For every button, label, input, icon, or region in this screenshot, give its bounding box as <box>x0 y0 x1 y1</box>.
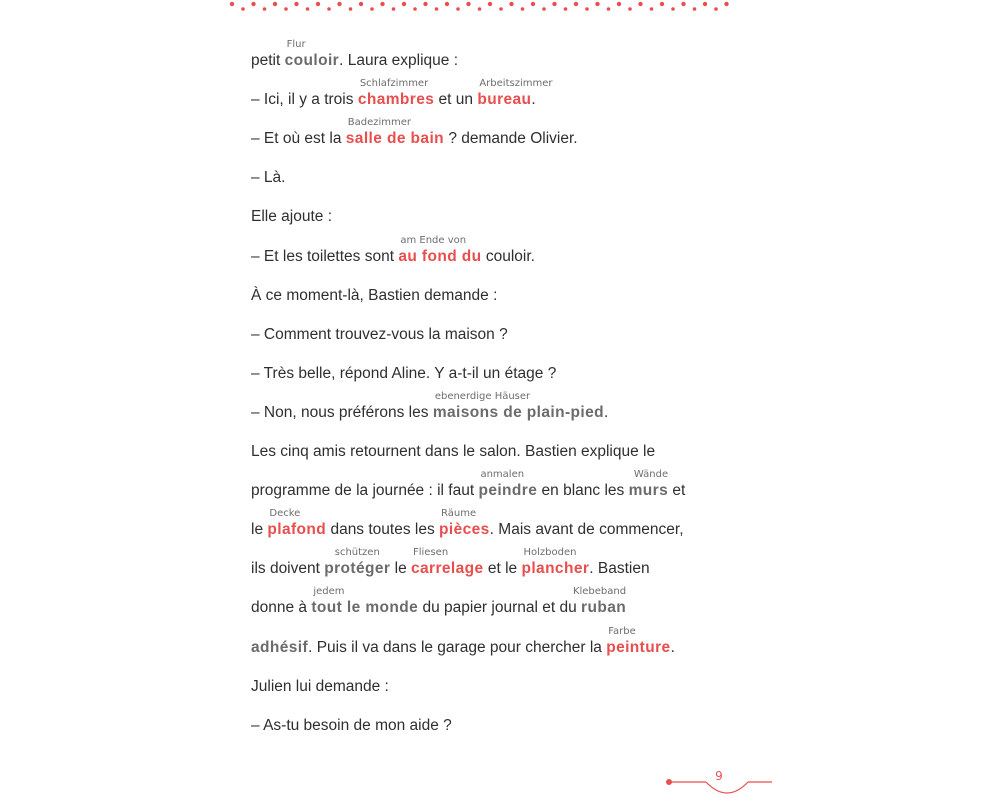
decorative-dot <box>370 7 374 11</box>
text-line <box>251 431 731 470</box>
text-line-content <box>251 326 508 344</box>
decorative-dot <box>499 7 503 11</box>
text-line-content <box>251 365 556 383</box>
decorative-dot <box>380 2 384 6</box>
vocab-word: pièces <box>439 521 490 539</box>
text-line <box>251 40 731 79</box>
decorative-dot <box>306 7 310 11</box>
vocab-word: protéger <box>324 560 391 578</box>
decorative-dot <box>521 7 525 11</box>
vocab-term <box>521 547 590 578</box>
german-gloss: jedem <box>313 586 345 598</box>
vocab-term <box>267 508 327 539</box>
text-run: en blanc les <box>537 482 629 500</box>
text-run: Julien lui demande : <box>251 677 389 695</box>
story-text <box>251 40 731 744</box>
text-line <box>251 235 731 274</box>
text-run: – Là. <box>251 169 286 187</box>
text-run: – Très belle, répond Aline. Y a-t-il un étage ? <box>251 364 557 382</box>
text-run: . <box>604 403 609 421</box>
decorative-dot <box>284 7 288 11</box>
decorative-dot <box>650 7 654 11</box>
text-run: . Mais avant de commencer, <box>489 521 684 539</box>
text-line-content <box>251 234 535 266</box>
text-line <box>251 392 731 431</box>
text-run: – Ici, il y a trois <box>251 91 358 109</box>
vocab-term <box>477 78 553 109</box>
text-run: . Bastien <box>589 560 650 578</box>
text-run: – Et les toilettes sont <box>251 247 399 265</box>
text-run: Les cinq amis retournent dans le salon. Bastien explique le <box>251 443 656 461</box>
vocab-word: tout le monde <box>311 599 419 617</box>
text-run: . <box>531 91 536 109</box>
vocab-term <box>432 390 604 422</box>
german-gloss: Holzboden <box>523 547 577 559</box>
text-run: À ce moment-là, Bastien demande : <box>251 286 498 304</box>
text-line-content <box>251 287 497 305</box>
text-run: – Et où est la <box>251 130 346 148</box>
text-line <box>251 275 731 314</box>
decorative-dot <box>607 7 611 11</box>
text-line <box>251 470 731 509</box>
decorative-dot <box>423 2 427 6</box>
vocab-term <box>357 78 435 109</box>
decorative-dot <box>693 7 697 11</box>
decorative-dot <box>466 2 470 6</box>
german-gloss: am Ende von <box>400 234 467 246</box>
text-line <box>251 79 731 118</box>
decorative-dot <box>660 2 664 6</box>
decorative-dot <box>392 7 396 11</box>
decorative-dot <box>681 2 685 6</box>
german-gloss: schützen <box>334 547 380 559</box>
decorative-dot <box>273 2 277 6</box>
text-line <box>251 196 731 235</box>
decorative-dot <box>724 2 728 6</box>
german-gloss: Decke <box>269 508 301 520</box>
text-run: le <box>390 560 411 578</box>
decorative-dot <box>294 2 298 6</box>
decorative-dot <box>241 7 245 11</box>
text-line <box>251 118 731 157</box>
text-line-content <box>251 625 675 657</box>
decorative-dot <box>359 2 363 6</box>
decorative-dot-border <box>0 0 1000 14</box>
text-run: le <box>251 521 268 539</box>
vocab-term <box>628 469 669 500</box>
decorative-dot <box>542 7 546 11</box>
text-line <box>251 666 731 705</box>
decorative-dot <box>349 7 353 11</box>
german-gloss: Badezimmer <box>347 117 412 129</box>
vocab-word: maisons de plain-pied <box>432 403 604 421</box>
text-run: et <box>668 482 686 500</box>
german-gloss: anmalen <box>480 469 525 481</box>
text-line <box>251 509 731 548</box>
page-number-ornament <box>664 766 774 800</box>
vocab-term <box>284 39 340 70</box>
vocab-word: peinture <box>606 638 671 656</box>
vocab-word: ruban <box>581 599 627 617</box>
vocab-term <box>606 625 671 657</box>
text-line <box>251 157 731 196</box>
text-run: ? demande Olivier. <box>444 130 578 148</box>
decorative-dot <box>337 2 341 6</box>
german-gloss: Schlafzimmer <box>359 78 429 90</box>
decorative-dot <box>531 2 535 6</box>
decorative-dot <box>595 2 599 6</box>
vocab-word: au fond du <box>398 247 482 265</box>
decorative-dot <box>327 7 331 11</box>
decorative-dot <box>585 7 589 11</box>
text-line-content <box>251 717 452 735</box>
german-gloss: Farbe <box>608 625 636 637</box>
german-gloss: Klebeband <box>572 586 627 598</box>
decorative-dot <box>638 2 642 6</box>
decorative-dot <box>435 7 439 11</box>
decorative-dot <box>263 7 267 11</box>
text-line-content <box>251 78 553 109</box>
text-line-content <box>251 390 609 422</box>
text-line-content <box>251 586 627 617</box>
vocab-term <box>411 547 484 578</box>
text-line-content <box>251 208 332 226</box>
text-run: – Comment trouvez-vous la maison ? <box>251 325 508 343</box>
text-run: du papier journal et du <box>418 599 582 617</box>
vocab-term <box>572 586 627 617</box>
text-run: couloir. <box>481 247 535 265</box>
text-line-content <box>251 469 686 500</box>
text-line-content <box>251 169 285 187</box>
vocab-word: chambres <box>357 91 435 109</box>
text-line <box>251 548 731 587</box>
decorative-dot <box>574 2 578 6</box>
vocab-word: murs <box>628 482 669 500</box>
text-line-content <box>251 39 459 70</box>
text-run: . Laura explique : <box>339 52 459 70</box>
text-line <box>251 314 731 353</box>
vocab-term <box>311 586 419 617</box>
vocab-word: peindre <box>478 482 538 500</box>
text-line-content <box>251 117 578 148</box>
vocab-term <box>398 234 482 266</box>
decorative-dot <box>478 7 482 11</box>
vocab-word: salle de bain <box>345 130 445 148</box>
german-gloss: Arbeitszimmer <box>479 78 553 90</box>
vocab-term <box>345 117 445 148</box>
text-line-content <box>251 443 655 461</box>
text-run: dans toutes les <box>326 521 440 539</box>
text-run: – As-tu besoin de mon aide ? <box>251 716 452 734</box>
text-run: – Non, nous préférons les <box>251 403 433 421</box>
page-number: 9 <box>715 769 723 783</box>
text-line <box>251 587 731 626</box>
decorative-dot <box>316 2 320 6</box>
text-run: petit <box>251 52 285 70</box>
german-gloss: Räume <box>441 508 477 520</box>
decorative-dot <box>564 7 568 11</box>
german-gloss: ebenerdige Häuser <box>434 390 531 402</box>
decorative-dot <box>402 2 406 6</box>
text-run: programme de la journée : il faut <box>251 482 479 500</box>
vocab-term <box>324 547 391 578</box>
text-line <box>251 353 731 392</box>
text-run: Elle ajoute : <box>251 208 332 226</box>
text-run: donne à <box>251 599 312 617</box>
decorative-dot <box>413 7 417 11</box>
decorative-dot <box>488 2 492 6</box>
vocab-word: bureau <box>477 91 532 109</box>
decorative-dot <box>509 2 513 6</box>
text-run: ils doivent <box>251 560 325 578</box>
vocab-term <box>251 639 308 657</box>
text-run: et un <box>434 91 478 109</box>
text-line-content <box>251 678 389 696</box>
text-line <box>251 705 731 744</box>
decorative-dot <box>445 2 449 6</box>
decorative-dot <box>230 2 234 6</box>
vocab-word: couloir <box>284 52 340 70</box>
vocab-word: adhésif <box>251 638 309 656</box>
decorative-dot <box>456 7 460 11</box>
text-line-content <box>251 547 650 578</box>
german-gloss: Flur <box>286 39 306 51</box>
text-line-content <box>251 508 684 539</box>
text-run: . Puis il va dans le garage pour chercher la <box>308 638 607 656</box>
decorative-dot <box>714 7 718 11</box>
vocab-term <box>478 469 538 500</box>
german-gloss: Fliesen <box>413 547 449 559</box>
decorative-dot <box>617 2 621 6</box>
text-line <box>251 626 731 665</box>
vocab-word: carrelage <box>411 560 484 578</box>
vocab-term <box>439 508 490 539</box>
german-gloss: Wände <box>633 469 669 481</box>
text-run: et le <box>483 560 522 578</box>
decorative-dot <box>628 7 632 11</box>
decorative-dot <box>552 2 556 6</box>
vocab-word: plafond <box>267 521 327 539</box>
decorative-dot <box>703 2 707 6</box>
vocab-word: plancher <box>521 560 590 578</box>
decorative-dot <box>671 7 675 11</box>
decorative-dot <box>251 2 255 6</box>
text-run: . <box>670 638 675 656</box>
